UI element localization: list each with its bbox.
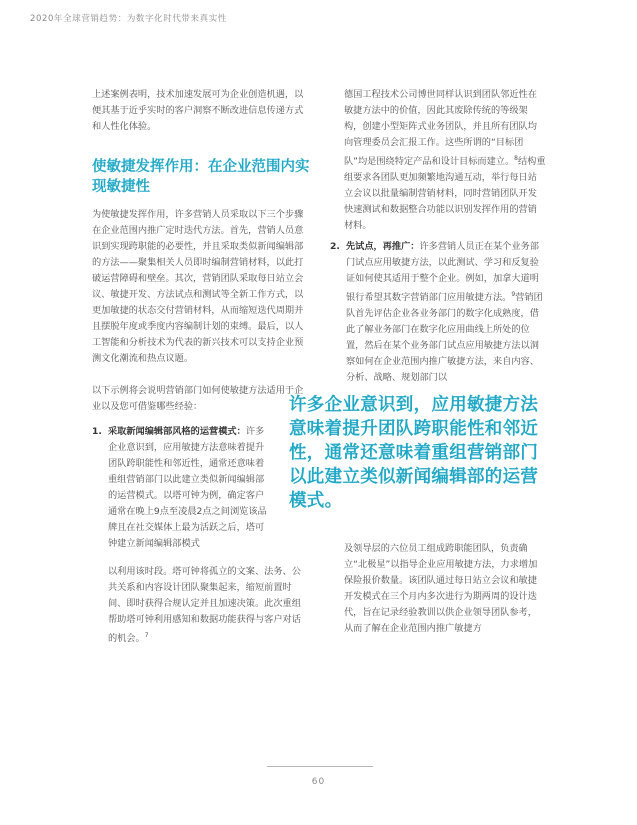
running-header: 2020年全球营销趋势：为数字化时代带来真实性 [30,14,227,24]
list-item-body [108,424,272,552]
body-text: 为使敏捷发挥作用，许多营销人员采取以下三个步骤在企业范围内推广定时迭代方法。首先，营销人员意识到实现跨职能的必要性，并且采取类似新闻编辑部的方法——聚集相关人员即时编制营销材料，以此打破运营障碍和壁垒。其次，营销团队采取每日站立会议、敏捷开发、方法试点和测试等全新工作方式，以更加敏捷的状态交付营销材料，从而缩短迭代周期并且摆脱年度或季度内容编制计划的束缚。最后，以人工智能和分析技术为代表的新兴技术可以支持企业预测文化潮流和热点议题。 [92,209,304,364]
list-item-title: 先试点，再推广： [346,241,420,252]
right-top-text [344,87,546,234]
lead-paragraph [92,383,306,415]
list-item-text: 许多营销人员正在某个业务部门试点应用敏捷方法，以此测试、学习和反复验证如何使其适用于整个企业。例如，加拿大道明银行希望其数字营销部门应用敏捷方法。 [346,241,539,304]
right-top-text-a: 德国工程技术公司博世同样认识到团队邻近性在敏捷方法中的价值，因此其废除传统的等级架构，创建小型矩阵式业务团队，并且所有团队均向管理委员会汇报工作。这些所谓的“目标团队”均是围绕特定产品和设计目标而建立。 [344,89,537,168]
pull-quote: 许多企业意识到，应用敏捷方法意味着提升团队跨职能性和邻近性，通常还意味着重组营销部门以此建立类似新闻编辑部的运营模式。 [289,395,539,511]
lead-text: 以下示例将会说明营销部门如何使敏捷方法适用于企业以及您可借鉴哪些经验： [92,385,304,412]
list-item-1 [92,424,272,552]
list-number: 2. [330,241,340,252]
footnote-marker: 7 [144,632,149,639]
intro-paragraph [92,87,306,135]
right-bottom-text: 及领导层的六位员工组成跨职能团队，负责确立“北极星”以指导企业应用敏捷方法，力求增加保险报价数量。该团队通过每日站立会议和敏捷开发模式在三个月内多次进行为期两周的设计迭代，旨在记录经验教训以供企业领导团队参考，从而了解在企业范围内推广敏捷方 [344,543,538,634]
list-item-title: 采取新闻编辑部风格的运营模式： [108,426,246,437]
right-top-text-b: 结构重组要求各团队更加频繁地沟通互动，举行每日站立会议以批量编制营销材料，同时营销团队开发快速测试和数据整合功能以识别发挥作用的营销材料。 [344,156,546,232]
list-item-2 [330,239,546,386]
section-heading: 使敏捷发挥作用：在企业范围内实现敏捷性 [92,159,310,195]
footer-rule [267,766,373,767]
right-bottom-paragraph [344,541,546,637]
intro-text: 上述案例表明，技术加速发展可为企业创造机遇，以便其基于近乎实时的客户洞察不断改进信息传递方式和人性化体验。 [92,89,304,132]
list-item-text: 许多企业意识到，应用敏捷方法意味着提升团队跨职能性和邻近性，通常还意味着重组营销部门以此建立类似新闻编辑部的运营模式。以塔可钟为例，确定客户通常在晚上9点至凌晨2点之间浏览该品牌且在社交媒体上最为活跃之后，塔可钟建立新闻编辑部模式 [108,426,267,549]
right-top-paragraph [344,87,546,234]
list-item-text-continued: 营销团队首先评估企业各业务部门的数字化成熟度，借此了解业务部门在数字化应用曲线上所处的位置，然后在某个业务部门试点应用敏捷方法以洞察如何在企业范围内推广敏捷方法，来自内容、分析、战略、规划部门以 [346,292,543,384]
footnote-marker: 8 [514,155,518,162]
list-item-1-continued [108,564,308,647]
list-item-body [346,239,546,386]
list-item-text-continued: 以利用该时段。塔可钟将孤立的文案、法务、公共关系和内容设计团队聚集起来，缩短前置时间、即时获得合规认定并且加速决策。此次重组帮助塔可钟利用感知和数据功能获得与客户对话的机会。 [108,566,301,645]
list-number: 1. [92,426,102,437]
body-paragraph [92,207,306,367]
footnote-marker: 9 [511,291,516,298]
page-number: 60 [311,777,326,787]
